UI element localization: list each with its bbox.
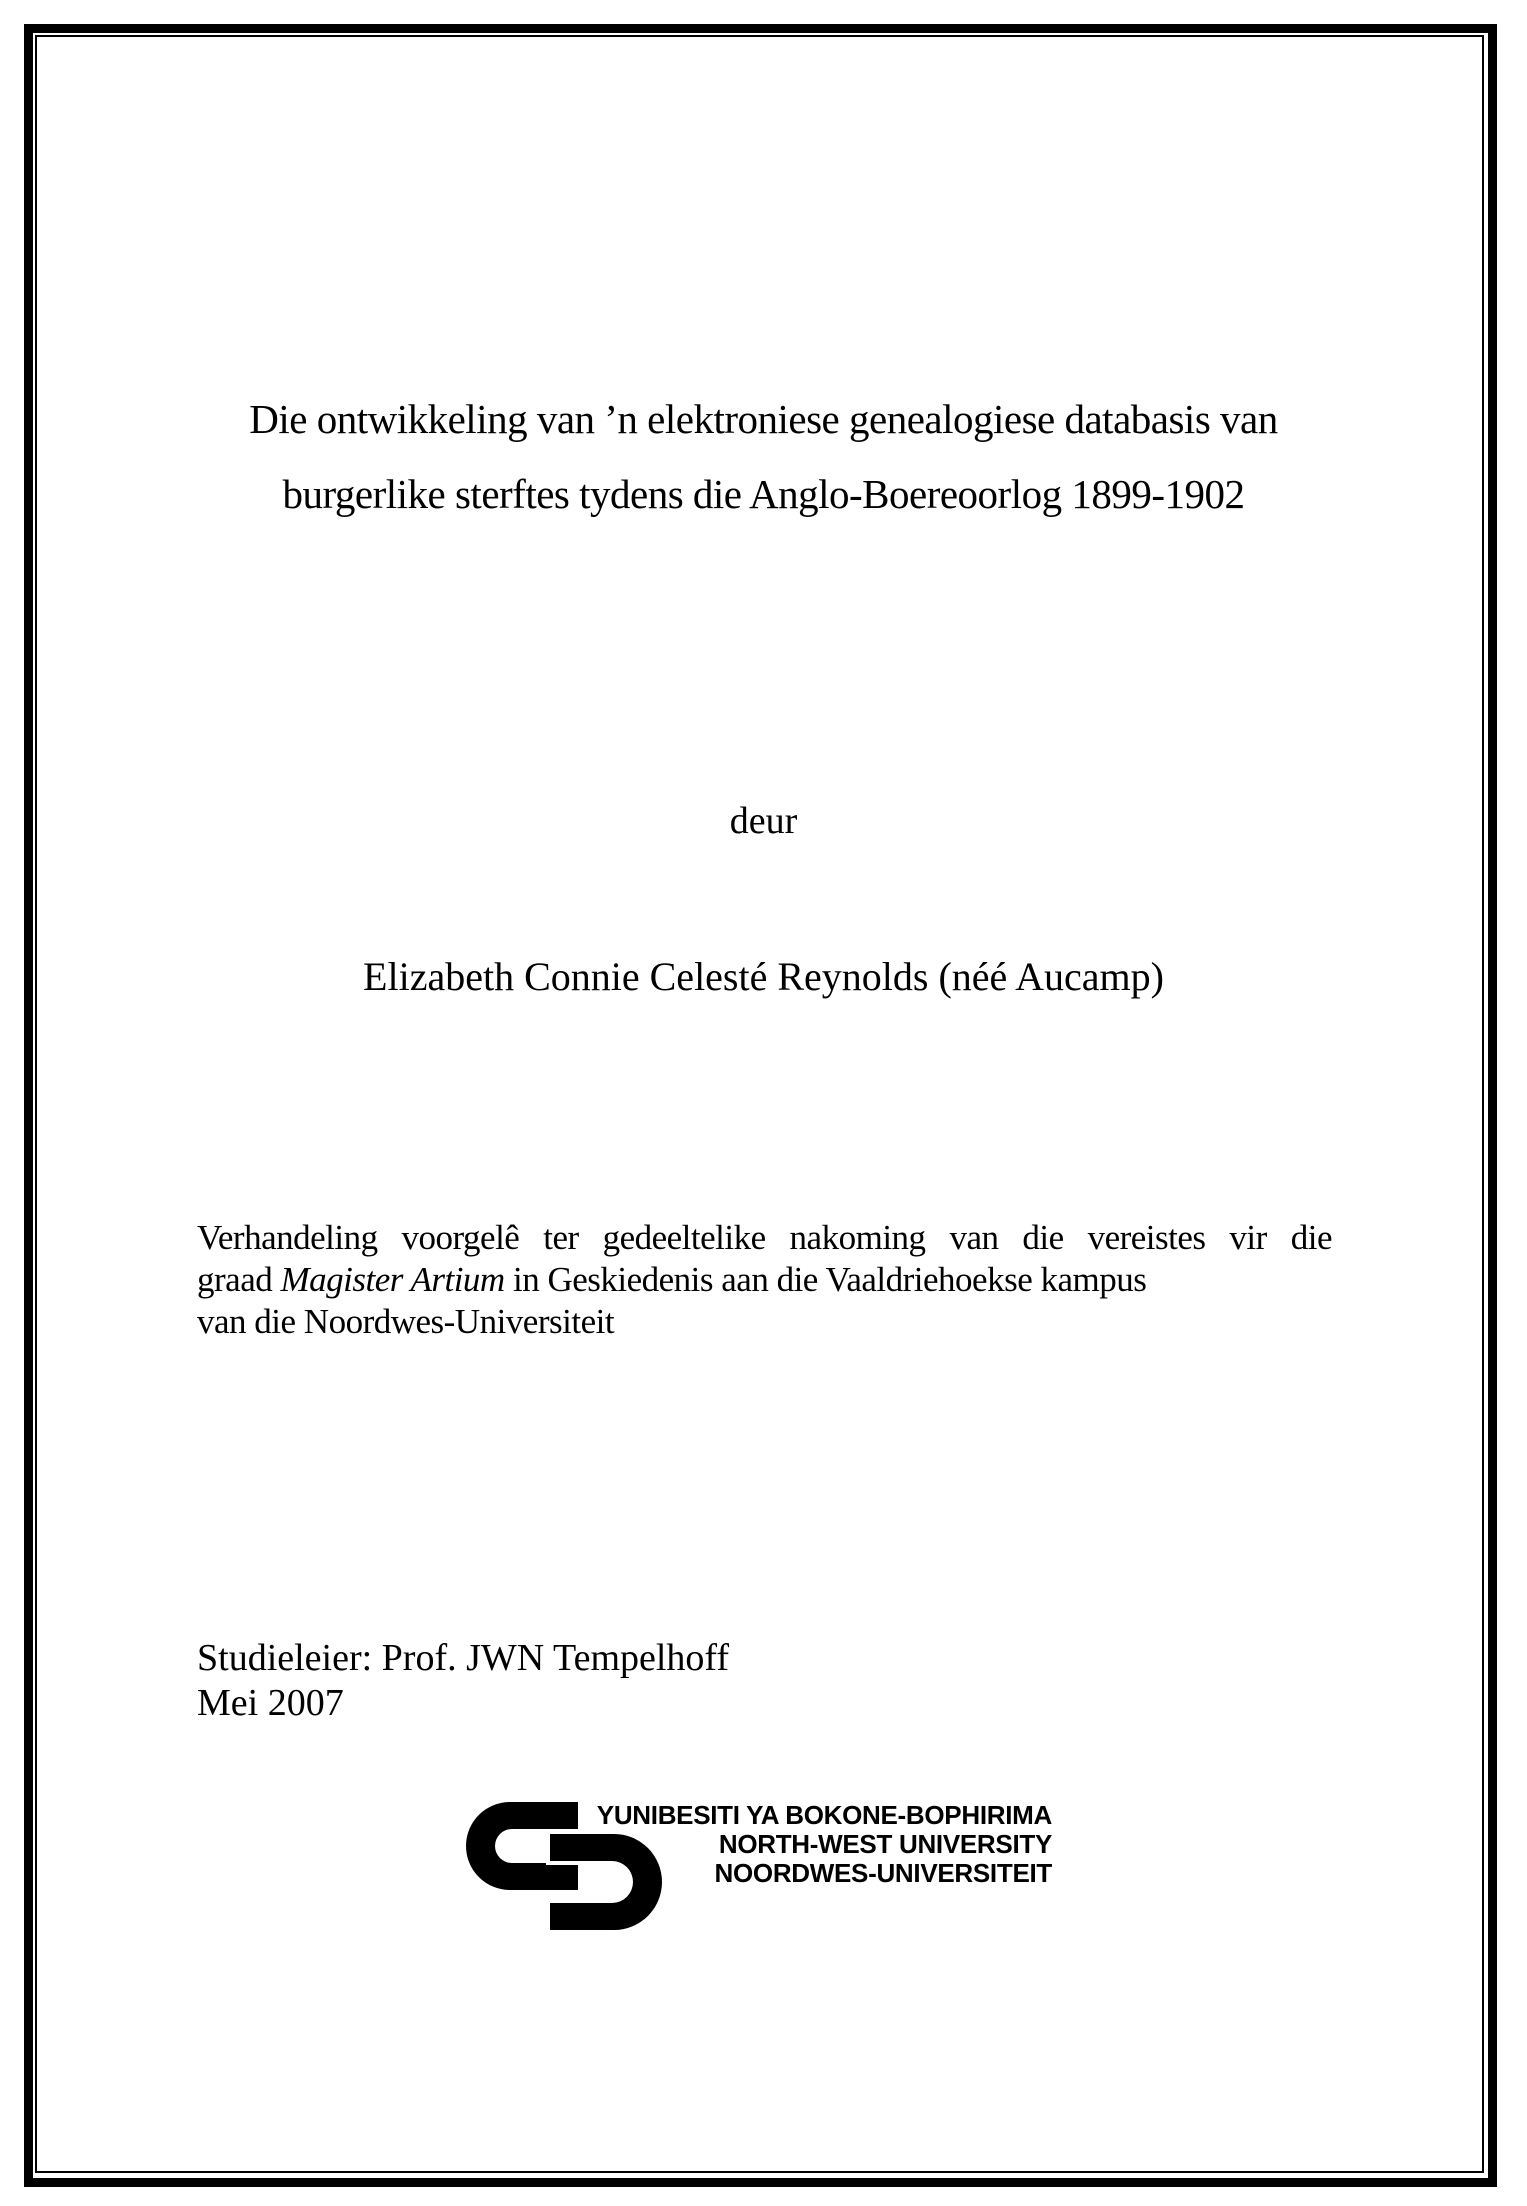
nwu-logo-text (580, 1801, 1052, 1888)
logo-text-setswana: YUNIBESITI YA BOKONE-BOPHIRIMA (596, 1800, 1052, 1830)
nwu-logo (466, 1801, 1052, 1931)
date-line: Mei 2007 (197, 1682, 344, 1724)
degree-statement (197, 1217, 1332, 1343)
logo-text-afrikaans: NOORDWES-UNIVERSITEIT (714, 1858, 1052, 1888)
thesis-title (120, 382, 1407, 532)
title-line-2: burgerlike sterftes tydens die Anglo-Boereoorlog 1899-1902 (282, 471, 1245, 517)
byline-deur: deur (729, 800, 798, 842)
logo-text-english: NORTH-WEST UNIVERSITY (718, 1829, 1052, 1859)
supervisor-line: Studieleier: Prof. JWN Tempelhoff (197, 1637, 730, 1679)
degree-name-italic: Magister Artium (280, 1260, 505, 1299)
author-name: Elizabeth Connie Celesté Reynolds (néé Aucamp) (363, 954, 1164, 999)
statement-line-2-pre: graad (197, 1260, 281, 1299)
statement-line-3: van die Noordwes-Universiteit (197, 1302, 615, 1341)
supervisor-block (197, 1636, 729, 1726)
statement-line-1: Verhandeling voorgelê ter gedeeltelike nakoming van die vereistes vir die (197, 1218, 1332, 1257)
statement-line-2-post: in Geskiedenis aan die Vaaldriehoekse kampus (504, 1260, 1147, 1299)
statement-line-2 (197, 1259, 1332, 1301)
title-line-1: Die ontwikkeling van ’n elektroniese genealogiese databasis van (249, 396, 1278, 442)
